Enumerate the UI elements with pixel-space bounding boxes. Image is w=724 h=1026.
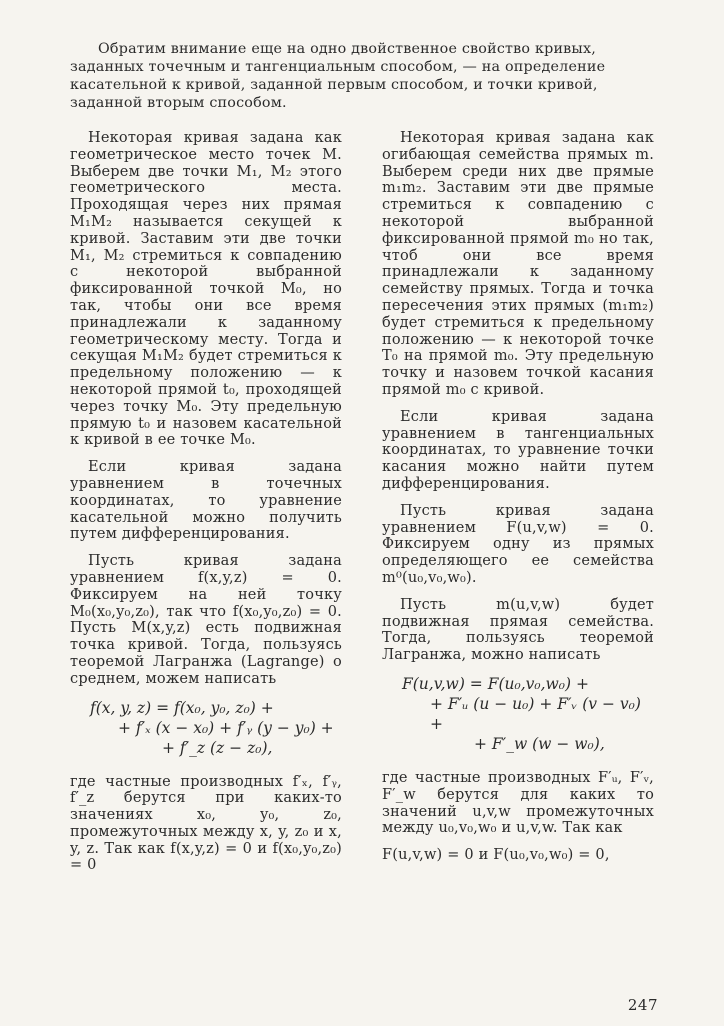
left-formula-line-2: + f′ₓ (x − x₀) + f′ᵧ (y − y₀) + xyxy=(118,718,334,737)
left-paragraph-4: где частные производных f′ₓ, f′ᵧ, f′_z берутся при каких-то значениях x₀, y₀, z₀, промежуточных между x, y, z₀ и x, y, z. Так как f(x,y,z) = 0 и f(x₀,y₀,z₀) = 0 xyxy=(70,773,342,874)
left-paragraph-1: Некоторая кривая задана как геометрическое место точек M. Выберем две точки M₁, M₂ этого геометрического места. Проходящая через них прямая M₁M₂ называется секущей к кривой. Заставим эти две точки M₁, M₂ стремиться к совпадению с некоторой выбранной фиксированной точкой M₀, но так, чтобы они все время принадлежали к заданному геометрическому месту. Тогда и секущая M₁M₂ будет стремиться к предельному положению — к некоторой прямой t₀, проходящей через точку M₀. Эту предельную прямую t₀ и назовем касательной к кривой в ее точке M₀. xyxy=(70,130,342,449)
right-paragraph-2: Если кривая задана уравнением в тангенциальных координатах, то уравнение точки касания можно найти путем дифференцирования. xyxy=(382,408,654,492)
left-formula-line-1: f(x, y, z) = f(x₀, y₀, z₀) + xyxy=(90,698,274,717)
right-formula-line-3: + F′_w (w − w₀), xyxy=(474,734,605,753)
left-paragraph-3: Пусть кривая задана уравнением f(x,y,z) = 0. Фиксируем на ней точку M₀(x₀,y₀,z₀), так что f(x₀,y₀,z₀) = 0. Пусть M(x,y,z) есть подвижная точка кривой. Тогда, пользуясь теоремой Лагранжа (Lagrange) о среднем, можем написать xyxy=(70,553,342,687)
right-column xyxy=(382,130,654,990)
right-paragraph-1: Некоторая кривая задана как огибающая семейства прямых m. Выберем среди них две прямые m₁m₂. Заставим эти две прямые стремиться к совпадению с некоторой выбранной фиксированной прямой m₀ но так, чтоб они все время принадлежали к заданному семейству прямых. Тогда и точка пересечения этих прямых (m₁m₂) будет стремиться к предельному положению — к некоторой точке T₀ на прямой m₀. Эту предельную точку и назовем точкой касания прямой m₀ с кривой. xyxy=(382,130,654,398)
intro-paragraph: Обратим внимание еще на одно двойственное свойство кривых, заданных точечным и тангенциальным способом, — на определение касательной к кривой, заданной первым способом, и точки кривой, заданной вторым способом. xyxy=(70,41,606,111)
right-paragraph-5: где частные производных F′ᵤ, F′ᵥ, F′_w берутся для каких то значений u,v,w промежуточных между u₀,v₀,w₀ и u,v,w. Так как xyxy=(382,769,654,837)
left-paragraph-2: Если кривая задана уравнением в точечных координатах, то уравнение касательной можно получить путем дифференцирования. xyxy=(70,459,342,543)
right-paragraph-6: F(u,v,w) = 0 и F(u₀,v₀,w₀) = 0, xyxy=(382,847,610,864)
page-number: 247 xyxy=(627,996,658,1014)
left-lagrange-formula xyxy=(70,698,342,758)
right-formula-line-1: F(u,v,w) = F(u₀,v₀,w₀) + xyxy=(402,674,589,693)
two-column-body xyxy=(70,130,654,990)
left-column xyxy=(70,130,342,990)
left-formula-line-3: + f′_z (z − z₀), xyxy=(162,738,273,757)
right-paragraph-4: Пусть m(u,v,w) будет подвижная прямая семейства. Тогда, пользуясь теоремой Лагранжа, можно написать xyxy=(382,596,654,664)
right-lagrange-formula xyxy=(382,674,654,754)
right-formula-line-2: + F′ᵤ (u − u₀) + F′ᵥ (v − v₀) + xyxy=(430,694,641,733)
right-paragraph-3: Пусть кривая задана уравнением F(u,v,w) = 0. Фиксируем одну из прямых определяющего ее семейства m⁰(u₀,v₀,w₀). xyxy=(382,502,654,586)
